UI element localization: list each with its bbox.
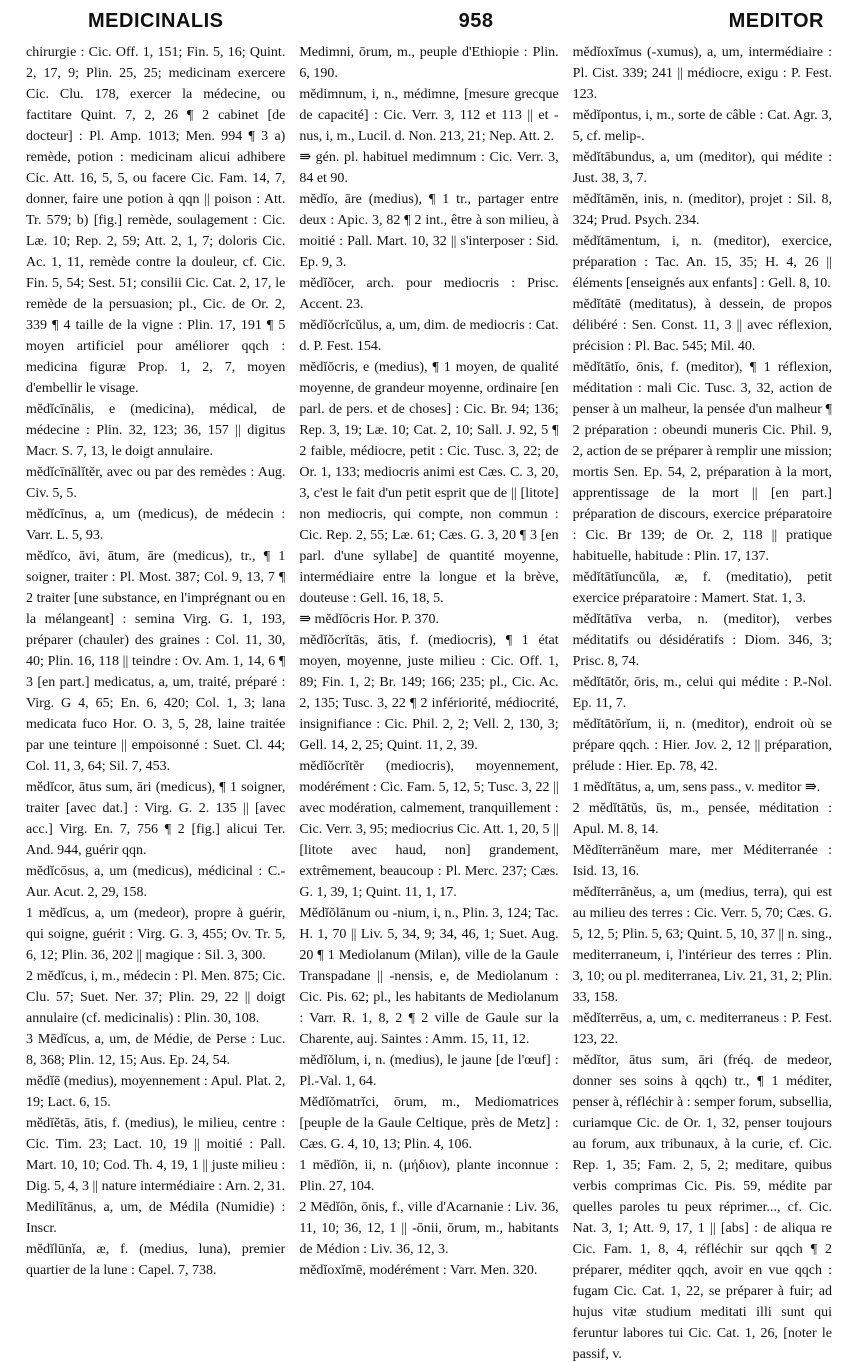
column-left [26, 42, 285, 1362]
dictionary-entry: ⇛ mĕdĭōcris Hor. P. 370. [299, 612, 439, 627]
dictionary-entry: 2 Mēdĭōn, ōnis, f., ville d'Acarnanie : Liv. 36, 11, 10; 36, 12, 1 || -ōnii, ōrum, m., habitants de Médion : Liv. 36, 12, 3. [299, 1200, 559, 1257]
dictionary-entry: mĕdimnum, i, n., médimne, [mesure grecque de capacité] : Cic. Verr. 3, 112 et 113 || et -nus, i, m., Lucil. d. Non. 213, 21; Nep. Att. 2. [299, 87, 559, 144]
dictionary-entry: mĕdĭtābundus, a, um (meditor), qui médite : Just. 38, 3, 7. [572, 150, 832, 186]
dictionary-entry: mĕdĭē (medius), moyennement : Apul. Plat. 2, 19; Lact. 6, 15. [26, 1074, 286, 1110]
dictionary-entry: mĕdĭcōsus, a, um (medicus), médicinal : C.-Aur. Acut. 2, 29, 158. [26, 864, 286, 900]
dictionary-entry: chirurgie : Cic. Off. 1, 151; Fin. 5, 16; Quint. 2, 17, 9; Plin. 25, 25; medicinam exercere Cic. Clu. 178, exercer la médecine, ou factitare Quint. 7, 2, 26 ¶ 2 cabinet [de docteur] : Pl. Amp. 1013; Men. 994 ¶ 3 a) remède, potion : medicinam alicui adhibere Cic. Att. 16, 5, 5, ou facere Cic. Fam. 14, 7, donner, faire une potion à qqn || poison : Att. Tr. 579; b) [fig.] remède, soulagement : Cic. Læ. 10; Rep. 2, 59; Att. 2, 1, 7; doloris Cic. Ac. 1, 11, remède contre la douleur, cf. Cic. Fin. 5, 54; Sest. 51; consilii Cic. Cat. 2, 17, le remède de la persuasion; pl., Cic. de Or. 2, 339 ¶ 4 taille de la vigne : Plin. 17, 191 ¶ 5 moyen artificiel pour améliorer qqch : medicina figuræ Prop. 1, 2, 7, moyen d'embellir le visage. [26, 45, 286, 396]
dictionary-entry: mĕdĭtātĭo, ōnis, f. (meditor), ¶ 1 réflexion, méditation : mali Cic. Tusc. 3, 32, action de penser à un malheur, la pensée d'un malheur ¶ 2 préparation : obeundi muneris Cic. Phil. 9, 2, action de se préparer à remplir une mission; mortis Sen. Ep. 54, 2, préparation à la mort, apprentissage de la mort || [en part.] préparation de discours, exercice préparatoire : Cic. Br 139; de Or. 2, 118 || pratique habituelle, habitude : Plin. 17, 137. [572, 360, 832, 564]
columns [26, 42, 832, 1362]
dictionary-entry: mĕdĭo, āre (medius), ¶ 1 tr., partager entre deux : Apic. 3, 82 ¶ 2 int., être à son milieu, à moitié : Pall. Mart. 10, 32 || s'interposer : Sid. Ep. 9, 3. [299, 192, 559, 270]
dictionary-entry: Mĕdĭterrānĕum mare, mer Méditerranée : Isid. 13, 16. [572, 843, 832, 879]
dictionary-entry: Medimni, ōrum, m., peuple d'Ethiopie : Plin. 6, 190. [299, 45, 559, 81]
dictionary-entry: 2 mĕdĭtātŭs, ūs, m., pensée, méditation : Apul. M. 8, 14. [572, 801, 832, 837]
header-right-guideword: MEDITOR [728, 10, 824, 32]
dictionary-entry: mĕdĭtāmĕn, inis, n. (meditor), projet : Sil. 8, 324; Prud. Psych. 234. [572, 192, 832, 228]
dictionary-entry: mĕdĭtāmentum, i, n. (meditor), exercice, préparation : Tac. An. 15, 35; H. 4, 26 || éléments [enseignés aux enfants] : Gell. 8, 10. [572, 234, 832, 291]
dictionary-entry: mĕdĭŏcer, arch. pour mediocris : Prisc. Accent. 23. [299, 276, 559, 312]
dictionary-entry: mĕdĭoxĭmus (-xumus), a, um, intermédiaire : Pl. Cist. 339; 241 || médiocre, exigu : P. Fest. 123. [572, 45, 832, 102]
dictionary-entry: Medilītānus, a, um, de Médila (Numidie) : Inscr. [26, 1200, 286, 1236]
dictionary-entry: mĕdĭtātīva verba, n. (meditor), verbes méditatifs ou désidératifs : Diom. 346, 3; Prisc. 8, 74. [572, 612, 832, 669]
dictionary-entry: mĕdĭpontus, i, m., sorte de câble : Cat. Agr. 3, 5, cf. melip-. [572, 108, 832, 144]
column-right [573, 42, 832, 1362]
dictionary-entry: mĕdĭlūnĭa, æ, f. (medius, luna), premier quartier de la lune : Capel. 7, 738. [26, 1242, 286, 1278]
page-number: 958 [458, 10, 494, 32]
dictionary-entry: mĕdĭcīnus, a, um (medicus), de médecin : Varr. L. 5, 93. [26, 507, 286, 543]
dictionary-entry: 2 mĕdĭcus, i, m., médecin : Pl. Men. 875; Cic. Clu. 57; Suet. Ner. 37; Plin. 29, 22 || doigt annulaire (cf. medicinalis) : Plin. 30, 108. [26, 969, 286, 1026]
dictionary-entry: mĕdĭterrānĕus, a, um (medius, terra), qui est au milieu des terres : Cic. Verr. 5, 70; Cæs. G. 5, 12, 5; Plin. 5, 63; Quint. 5, 10, 37 || n. sing., mediterraneum, i, l'intérieur des terres : Plin. 3, 10; ou pl. mediterranea, Liv. 21, 31, 2; Plin. 33, 158. [572, 885, 832, 1005]
dictionary-entry: 1 mĕdĭcus, a, um (medeor), propre à guérir, qui soigne, guérit : Virg. G. 3, 455; Ov. Tr. 5, 6, 12; Plin. 36, 202 || magique : Sil. 3, 300. [26, 906, 286, 963]
dictionary-entry: mĕdĭterrēus, a, um, c. mediterraneus : P. Fest. 123, 22. [572, 1011, 832, 1047]
running-header [26, 10, 832, 40]
dictionary-entry: mĕdĭŏcrĭtĕr (mediocris), moyennement, modérément : Cic. Fam. 5, 12, 5; Tusc. 3, 22 || avec modération, calmement, tranquillement : Cic. Verr. 3, 95; mediocrius Cic. Att. 1, 20, 5 || [litote avec haud, non] grandement, extrêmement, beaucoup : Pl. Merc. 237; Cæs. G. 1, 39, 1; Quint. 11, 1, 17. [299, 759, 559, 900]
dictionary-entry: mĕdĭcor, ātus sum, āri (medicus), ¶ 1 soigner, traiter [avec dat.] : Virg. G. 2. 135 || [avec acc.] Virg. En. 7, 756 ¶ 2 [fig.] alicui Ter. And. 944, guérir qqn. [26, 780, 286, 858]
dictionary-entry: mĕdĭŏcrĭtās, ātis, f. (mediocris), ¶ 1 état moyen, moyenne, juste milieu : Cic. Off. 1, 89; Fin. 1, 2; Br. 149; 166; 235; pl., Cic. Ac. 2, 135; Tusc. 3, 22 ¶ 2 infériorité, médiocrité, insignifiance : Cic. Phil. 2, 2; Vell. 2, 130, 3; Gell. 14, 2, 25; Quint. 11, 2, 39. [299, 633, 559, 753]
dictionary-entry: mĕdĭĕtās, ātis, f. (medius), le milieu, centre : Cic. Tim. 23; Lact. 10, 19 || moitié : Pall. Mart. 10, 10; Cod. Th. 4, 19, 1 || juste milieu : Dig. 5, 4, 3 || nature intermédiaire : Arn. 2, 31. [26, 1116, 286, 1194]
dictionary-entry: mĕdĭcīnālĭtĕr, avec ou par des remèdes : Aug. Civ. 5, 5. [26, 465, 286, 501]
dictionary-entry: mĕdĭcīnālis, e (medicina), médical, de médecine : Plin. 32, 123; 36, 157 || digitus Macr. S. 7, 13, le doigt annulaire. [26, 402, 286, 459]
dictionary-entry: mĕdĭco, āvi, ātum, āre (medicus), tr., ¶ 1 soigner, traiter : Pl. Most. 387; Col. 9, 13, 7 ¶ 2 traiter [une substance, en l'imprégnant ou en la mélangeant] : semina Virg. G. 1, 193, préparer (chauler) des graines : Col. 11, 30, 40; Plin. 16, 118 || teindre : Ov. Am. 1, 14, 6 ¶ 3 [en part.] medicatus, a, um, traité, préparé : Virg. G 4, 65; En. 6, 420; Col. 1, 3; lana medicata fuco Hor. O. 3, 5, 28, laine traitée par une teinture || empoisonné : Suet. Cl. 44; Col. 11, 3, 64; Sil. 7, 453. [26, 549, 286, 774]
dictionary-entry: Mĕdĭŏmatrĭci, ōrum, m., Mediomatrices [peuple de la Gaule Celtique, près de Metz] : Cæs. G. 4, 10, 13; Plin. 4, 106. [299, 1095, 559, 1152]
dictionary-entry: mĕdĭŏlum, i, n. (medius), le jaune [de l'œuf] : Pl.-Val. 1, 64. [299, 1053, 559, 1089]
dictionary-entry: mĕdĭŏcrĭcŭlus, a, um, dim. de mediocris : Cat. d. P. Fest. 154. [299, 318, 559, 354]
dictionary-entry: 1 mēdĭōn, ii, n. (μήδιον), plante inconnue : Plin. 27, 104. [299, 1158, 559, 1194]
dictionary-entry: mĕdĭoxĭmē, modérément : Varr. Men. 320. [299, 1263, 538, 1278]
dictionary-entry: ⇛ gén. pl. habituel medimnum : Cic. Verr. 3, 84 et 90. [299, 150, 559, 186]
dictionary-entry: mĕdĭtātŏr, ōris, m., celui qui médite : P.-Nol. Ep. 11, 7. [572, 675, 832, 711]
dictionary-entry: mĕdĭtor, ātus sum, āri (fréq. de medeor, donner ses soins à qqch) tr., ¶ 1 méditer, penser à, réfléchir à : semper forum, subsellia, curiamque Cic. de Or. 1, 32, penser toujours au forum, aux tribunaux, à la curie, cf. Cic. Rep. 1, 35; Fam. 2, 5, 2; meditare, quibus verbis comprimas Cic. Pis. 59, médite par quelles paroles tu peux réprimer..., cf. Cic. Nat. 3, 1; Att. 9, 17, 1 || [abs] : de aliqua re Cic. Fam. 1, 8, 4, réfléchir sur qqch ¶ 2 préparer, méditer qqch, avoir en vue qqch : fugam Cic. Cat. 1, 22, se préparer à fuir; ad hujus vitæ studium meditati illi sunt qui feruntur labores tui Cic. Cat. 1, 26, [noter le passif, v. [572, 1053, 832, 1362]
dictionary-entry: 3 Mēdĭcus, a, um, de Médie, de Perse : Luc. 8, 368; Plin. 12, 15; Aus. Ep. 24, 54. [26, 1032, 286, 1068]
dictionary-entry: Mĕdĭŏlānum ou -nium, i, n., Plin. 3, 124; Tac. H. 1, 70 || Liv. 5, 34, 9; 34, 46, 1; Suet. Aug. 20 ¶ 1 Mediolanum (Milan), ville de la Gaule Transpadane || -nensis, e, de Mediolanum : Cic. Pis. 62; pl., les habitants de Mediolanum : Varr. R. 1, 8, 2 ¶ 2 ville de Gaule sur la Charente, auj. Saintes : Amm. 15, 11, 12. [299, 906, 559, 1047]
dictionary-entry: mĕdĭtātē (meditatus), à dessein, de propos délibéré : Sen. Const. 11, 3 || avec réflexion, précision : Pl. Bac. 545; Mil. 40. [572, 297, 832, 354]
dictionary-entry: mĕdĭtātĭuncŭla, æ, f. (meditatio), petit exercice préparatoire : Mamert. Stat. 1, 3. [572, 570, 832, 606]
header-left-guideword: MEDICINALIS [88, 10, 224, 32]
dictionary-entry: 1 mĕdĭtātus, a, um, sens pass., v. meditor ⇛. [572, 780, 821, 795]
dictionary-entry: mĕdĭŏcris, e (medius), ¶ 1 moyen, de qualité moyenne, de grandeur moyenne, ordinaire [en parl. de pers. et de choses] : Cic. Br. 94; 136; Rep. 3, 19; Læ. 10; Cat. 2, 10; Sall. J. 92, 5 ¶ 2 faible, médiocre, petit : Cic. Tusc. 3, 22; de Or. 1, 133; mediocris animi est Cæs. C. 3, 20, 3, c'est le fait d'un petit esprit que de || [litote] non mediocris, qui compte, non commun : Cic. Rep. 2, 55; Læ. 61; Cæs. G. 3, 20 ¶ 3 [en parl. d'une syllabe] de quantité moyenne, intermédiaire entre la longue et la brève, douteuse : Gell. 16, 18, 5. [299, 360, 559, 606]
column-middle [299, 42, 558, 1362]
dictionary-entry: mĕdĭtātōrĭum, ii, n. (meditor), endroit où se prépare qqch. : Hier. Jov. 2, 12 || préparation, prélude : Hier. Ep. 78, 42. [572, 717, 832, 774]
